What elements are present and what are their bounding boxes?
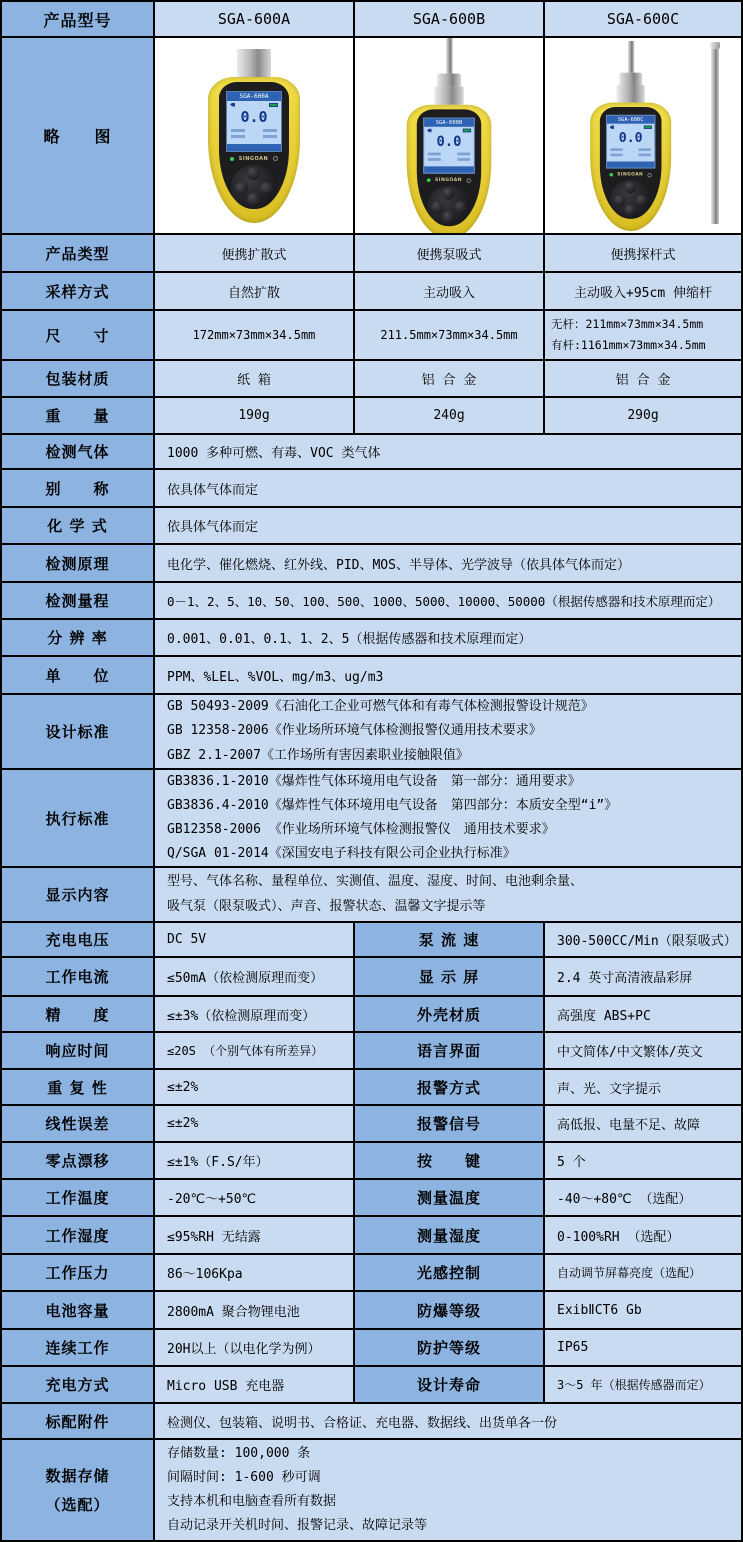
row-label-left: 电池容量 — [2, 1292, 155, 1330]
standard-line: GB 50493-2009《石油化工企业可燃气体和有毒气体检测报警设计规范》 — [167, 699, 594, 715]
row-label-left: 响应时间 — [2, 1033, 155, 1070]
row-label-right: 泵 流 速 — [355, 923, 545, 958]
row-value-right: 声、光、文字提示 — [545, 1070, 741, 1106]
device-body — [208, 77, 300, 223]
row-battery-explosion-proof — [2, 1292, 741, 1330]
row-alias — [2, 470, 741, 508]
row-weight — [2, 398, 741, 435]
row-unit — [2, 657, 741, 695]
row-value-right: 0-100%RH （选配） — [545, 1217, 741, 1255]
brand-row — [609, 172, 652, 177]
speaker-icon — [610, 125, 614, 129]
brand-label: SINGOAN — [238, 155, 269, 162]
row-label-right: 设计寿命 — [355, 1367, 545, 1404]
row-charge-method-design-life — [2, 1367, 741, 1404]
row-value-a: 自然扩散 — [155, 273, 355, 311]
power-icon — [273, 156, 278, 161]
device-sga-600b — [407, 38, 492, 235]
screen-bottom-bar — [424, 166, 474, 172]
screen-detail-bars — [227, 129, 281, 132]
row-value-a: 190g — [155, 398, 355, 435]
screen-title: SGA-600B — [424, 118, 474, 126]
row-label: 显示内容 — [2, 868, 155, 923]
screen-bottom-bar — [227, 144, 281, 151]
sketch-label: 略 图 — [2, 38, 155, 235]
probe-base — [619, 72, 642, 84]
standard-line: GBZ 2.1-2007《工作场所有害因素职业接触限值》 — [167, 747, 469, 763]
sensor-cap-icon — [434, 86, 463, 104]
row-label: 别 称 — [2, 470, 155, 508]
row-working-temp-measure-temp — [2, 1180, 741, 1217]
screen-bottom-bar — [607, 161, 655, 167]
row-label-left: 精 度 — [2, 997, 155, 1033]
header-row — [2, 2, 741, 38]
row-repeatability-alarm-mode — [2, 1070, 741, 1106]
row-packing-material — [2, 361, 741, 398]
row-value-right: 高强度 ABS+PC — [545, 997, 741, 1033]
standard-line: GB12358-2006 《作业场所环境气体检测报警仪 通用技术要求》 — [167, 822, 555, 837]
device-screen — [226, 91, 282, 152]
row-label: 采样方式 — [2, 273, 155, 311]
led-indicator-icon — [609, 173, 613, 177]
product-image-sga-600b — [355, 38, 545, 235]
screen-detail-bars — [607, 153, 655, 156]
row-detection-range — [2, 583, 741, 620]
brand-row — [427, 177, 472, 183]
row-sampling-method — [2, 273, 741, 311]
row-label-left: 重 复 性 — [2, 1070, 155, 1106]
row-value — [155, 1440, 741, 1540]
device-body — [407, 104, 492, 235]
row-value-a: 纸 箱 — [155, 361, 355, 398]
row-label-right: 光感控制 — [355, 1255, 545, 1292]
sketch-row — [2, 38, 741, 235]
row-value-right: 自动调节屏幕亮度（选配） — [545, 1255, 741, 1292]
device-sga-600a — [208, 49, 300, 223]
device-sga-600c — [590, 40, 671, 230]
brand-label: SINGOAN — [617, 171, 644, 177]
row-value: 依具体气体而定 — [155, 508, 741, 545]
storage-line: 支持本机和电脑查看所有数据 — [167, 1494, 337, 1509]
device-front-panel — [600, 106, 662, 218]
row-value-left: 2800mA 聚合物锂电池 — [155, 1292, 355, 1330]
row-label-right: 防爆等级 — [355, 1292, 545, 1330]
row-label-right: 语言界面 — [355, 1033, 545, 1070]
product-image-sga-600c — [545, 38, 741, 235]
row-executive-standards — [2, 770, 741, 868]
dimension-with-rod: 有杆:1161mm×73mm×34.5mm — [551, 338, 706, 352]
device-front-panel — [219, 82, 289, 209]
row-detected-gases — [2, 435, 741, 470]
led-indicator-icon — [427, 178, 431, 182]
left-button-icon — [432, 201, 444, 213]
probe-base — [437, 73, 461, 86]
row-design-standards — [2, 695, 741, 770]
row-value-left: 86～106Kpa — [155, 1255, 355, 1292]
screen-title: SGA-600A — [227, 92, 281, 101]
row-value-left: ≤±3%（依检测原理而变） — [155, 997, 355, 1033]
row-value-left: Micro USB 充电器 — [155, 1367, 355, 1404]
enter-button-icon — [443, 211, 455, 223]
row-value: 1000 多种可燃、有毒、VOC 类气体 — [155, 435, 741, 470]
row-value-left: 20H以上（以电化学为例） — [155, 1330, 355, 1367]
row-value: 检测仪、包装箱、说明书、合格证、充电器、数据线、出货单各一份 — [155, 1404, 741, 1440]
row-value — [155, 695, 741, 770]
row-value-c — [545, 311, 741, 361]
device-front-panel — [417, 109, 481, 226]
row-value-b: 240g — [355, 398, 545, 435]
screen-detail-bars — [227, 135, 281, 138]
data-storage-optional-label: （选配） — [45, 1496, 110, 1514]
row-label-right: 显 示 屏 — [355, 958, 545, 997]
row-label: 包装材质 — [2, 361, 155, 398]
row-value-a: 便携扩散式 — [155, 235, 355, 273]
standard-line: GB 12358-2006《作业场所环境气体检测报警仪通用技术要求》 — [167, 723, 542, 739]
row-value-c: 290g — [545, 398, 741, 435]
row-label-left: 工作湿度 — [2, 1217, 155, 1255]
button-pad — [231, 165, 277, 209]
row-label: 执行标准 — [2, 770, 155, 868]
power-icon — [648, 172, 652, 176]
row-value-right: 5 个 — [545, 1143, 741, 1180]
battery-icon — [644, 125, 652, 129]
screen-reading: 0.0 — [618, 129, 643, 146]
row-value-right: ExibⅡCT6 Gb — [545, 1292, 741, 1330]
row-linearity-alarm-signal — [2, 1106, 741, 1143]
row-label-right: 外壳材质 — [355, 997, 545, 1033]
row-value-c: 便携探杆式 — [545, 235, 741, 273]
row-label-left: 充电方式 — [2, 1367, 155, 1404]
row-label-right: 按 键 — [355, 1143, 545, 1180]
row-value-c: 主动吸入+95cm 伸缩杆 — [545, 273, 741, 311]
row-detection-principle — [2, 545, 741, 583]
row-label-right: 报警方式 — [355, 1070, 545, 1106]
pump-probe-icon — [446, 38, 452, 73]
model-name-c: SGA-600C — [545, 2, 741, 38]
row-value-b: 铝 合 金 — [355, 361, 545, 398]
row-label: 产品类型 — [2, 235, 155, 273]
rod-tip — [710, 42, 720, 49]
row-label: 单 位 — [2, 657, 155, 695]
right-button-icon — [636, 195, 647, 206]
row-value: 电化学、催化燃烧、红外线、PID、MOS、半导体、光学波导（依具体气体而定） — [155, 545, 741, 583]
sensor-cap-icon — [237, 49, 271, 77]
data-storage-label: 数据存储 — [45, 1467, 110, 1485]
screen-title: SGA-600C — [607, 115, 655, 123]
storage-line: 自动记录开关机时间、报警记录、故障记录等 — [167, 1518, 428, 1534]
row-label: 分 辨 率 — [2, 620, 155, 657]
device-body — [590, 102, 671, 230]
row-dimensions — [2, 311, 741, 361]
speaker-icon — [230, 103, 235, 107]
display-content-line: 吸气泵（限泵吸式）、声音、报警状态、温馨文字提示等 — [167, 898, 486, 914]
menu-button-icon — [443, 187, 455, 199]
row-label: 尺 寸 — [2, 311, 155, 361]
led-indicator-icon — [230, 157, 234, 161]
row-label-left: 工作温度 — [2, 1180, 155, 1217]
screen-reading: 0.0 — [240, 107, 268, 126]
row-value-right: 中文简体/中文繁体/英文 — [545, 1033, 741, 1070]
row-label-left: 零点漂移 — [2, 1143, 155, 1180]
row-label — [2, 1440, 155, 1540]
pump-probe-icon — [628, 40, 634, 72]
row-value: 依具体气体而定 — [155, 470, 741, 508]
brand-label: SINGOAN — [434, 177, 463, 183]
row-response-time-language — [2, 1033, 741, 1070]
standard-line: Q/SGA 01-2014《深国安电子科技有限公司企业执行标准》 — [167, 846, 516, 862]
row-value-left: ≤50mA（依检测原理而变） — [155, 958, 355, 997]
row-value-b: 主动吸入 — [355, 273, 545, 311]
row-value-left: -20℃～+50℃ — [155, 1180, 355, 1217]
row-accuracy-housing — [2, 997, 741, 1033]
model-name-a: SGA-600A — [155, 2, 355, 38]
enter-button-icon — [247, 193, 260, 206]
row-value-b: 211.5mm×73mm×34.5mm — [355, 311, 545, 361]
standard-line: GB3836.4-2010《爆炸性气体环境用电气设备 第四部分：本质安全型“i”》 — [167, 797, 618, 813]
row-label: 检测气体 — [2, 435, 155, 470]
button-pad — [428, 185, 470, 225]
row-value-c: 铝 合 金 — [545, 361, 741, 398]
row-working-pressure-light-control — [2, 1255, 741, 1292]
brand-row — [230, 156, 278, 162]
battery-icon — [269, 103, 278, 107]
device-screen — [423, 117, 475, 173]
row-display-content — [2, 868, 741, 923]
row-value: PPM、%LEL、%VOL、mg/m3、ug/m3 — [155, 657, 741, 695]
row-value-left: ≤±2% — [155, 1106, 355, 1143]
speaker-icon — [427, 128, 432, 132]
row-charge-voltage-pump-flow — [2, 923, 741, 958]
row-value-left: ≤±2% — [155, 1070, 355, 1106]
power-icon — [467, 177, 472, 182]
row-value-left: ≤20S （个别气体有所差异） — [155, 1033, 355, 1070]
row-label: 检测原理 — [2, 545, 155, 583]
row-value-right: 3～5 年（根据传感器而定） — [545, 1367, 741, 1404]
row-label-left: 线性误差 — [2, 1106, 155, 1143]
row-working-humidity-measure-humidity — [2, 1217, 741, 1255]
dimension-no-rod: 无杆：211mm×73mm×34.5mm — [551, 316, 704, 331]
row-label-right: 报警信号 — [355, 1106, 545, 1143]
button-pad — [610, 180, 650, 219]
row-label-left: 工作压力 — [2, 1255, 155, 1292]
product-image-sga-600a — [155, 38, 355, 235]
row-continuous-work-protection — [2, 1330, 741, 1367]
row-value-a: 172mm×73mm×34.5mm — [155, 311, 355, 361]
row-label-left: 充电电压 — [2, 923, 155, 958]
telescopic-rod-icon — [711, 48, 719, 224]
row-resolution — [2, 620, 741, 657]
row-label-left: 工作电流 — [2, 958, 155, 997]
row-chemical-formula — [2, 508, 741, 545]
row-product-type — [2, 235, 741, 273]
device-screen — [606, 114, 655, 168]
header-label: 产品型号 — [2, 2, 155, 38]
row-label-right: 测量温度 — [355, 1180, 545, 1217]
row-value-left: ≤±1%（F.S/年） — [155, 1143, 355, 1180]
row-value-b: 便携泵吸式 — [355, 235, 545, 273]
row-value-right: 300-500CC/Min（限泵吸式） — [545, 923, 741, 958]
row-label-right: 测量湿度 — [355, 1217, 545, 1255]
model-name-b: SGA-600B — [355, 2, 545, 38]
row-label: 检测量程 — [2, 583, 155, 620]
standard-line: GB3836.1-2010《爆炸性气体环境用电气设备 第一部分：通用要求》 — [167, 773, 581, 789]
row-data-storage — [2, 1440, 741, 1540]
row-working-current-display — [2, 958, 741, 997]
left-button-icon — [614, 195, 625, 206]
row-value-right: 高低报、电量不足、故障 — [545, 1106, 741, 1143]
enter-button-icon — [625, 204, 636, 215]
right-button-icon — [260, 182, 273, 195]
row-label: 重 量 — [2, 398, 155, 435]
row-value-right: IP65 — [545, 1330, 741, 1367]
screen-detail-bars — [424, 158, 474, 161]
storage-line: 间隔时间: 1-600 秒可调 — [167, 1469, 321, 1485]
menu-button-icon — [247, 167, 260, 180]
row-value: 0－1、2、5、10、50、100、500、1000、5000、10000、50000（根据传感器和技术原理而定） — [155, 583, 741, 620]
right-button-icon — [455, 201, 467, 213]
row-value-right: 2.4 英寸高清液晶彩屏 — [545, 958, 741, 997]
display-content-line: 型号、气体名称、量程单位、实测值、温度、湿度、时间、电池剩余量、 — [167, 874, 584, 890]
screen-detail-bars — [424, 152, 474, 155]
row-label-left: 连续工作 — [2, 1330, 155, 1367]
row-label: 化 学 式 — [2, 508, 155, 545]
row-value — [155, 868, 741, 923]
row-label: 设计标准 — [2, 695, 155, 770]
row-value-right: -40～+80℃ （选配） — [545, 1180, 741, 1217]
row-value-left: ≤95%RH 无结露 — [155, 1217, 355, 1255]
screen-reading: 0.0 — [436, 132, 462, 150]
battery-icon — [463, 128, 471, 132]
row-value: 0.001、0.01、0.1、1、2、5（根据传感器和技术原理而定） — [155, 620, 741, 657]
screen-detail-bars — [607, 148, 655, 151]
menu-button-icon — [625, 181, 636, 192]
sensor-cap-icon — [617, 84, 645, 102]
row-value-left: DC 5V — [155, 923, 355, 958]
storage-line: 存储数量: 100,000 条 — [167, 1445, 311, 1461]
row-label: 标配附件 — [2, 1404, 155, 1440]
row-value — [155, 770, 741, 868]
row-zero-drift-buttons — [2, 1143, 741, 1180]
row-label-right: 防护等级 — [355, 1330, 545, 1367]
left-button-icon — [235, 182, 248, 195]
row-standard-accessories — [2, 1404, 741, 1440]
